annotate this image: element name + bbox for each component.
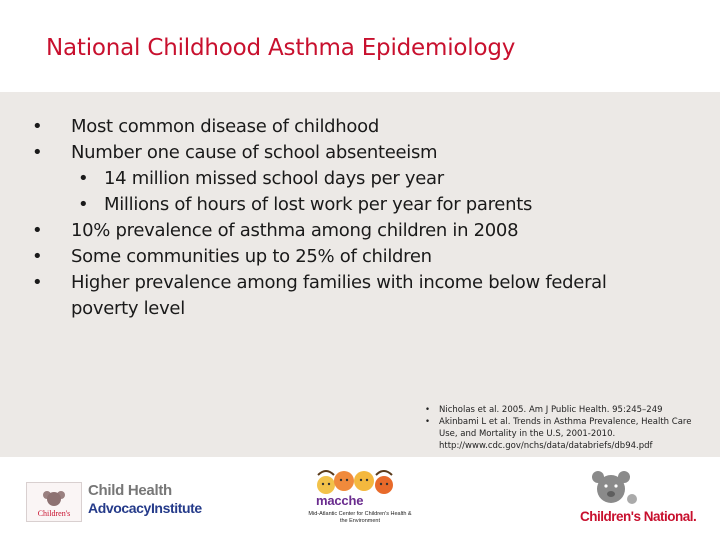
bullet-marker: • (78, 194, 89, 215)
bullet-list (0, 114, 720, 322)
children-faces-icon (298, 465, 418, 495)
macche-wordmark: macche (316, 493, 364, 508)
bullet-item (0, 140, 720, 166)
childrens-national-logo (578, 469, 718, 529)
bullet-item (0, 270, 720, 322)
childrens-badge-text: Children's (37, 509, 71, 518)
reference-text: Akinbami L et al. Trends in Asthma Prevalence, Health Care Use, and Mortality in the U.S, 2001-2010. http://www.cdc.gov/nchs/data/databriefs/db94.pdf (439, 417, 692, 451)
bullet-marker: • (32, 142, 43, 163)
teddy-bear-icon (27, 483, 81, 521)
bullet-text: Most common disease of childhood (71, 116, 379, 137)
bullet-marker: • (32, 246, 43, 267)
bullet-item (0, 218, 720, 244)
reference-item (425, 416, 710, 452)
bullet-marker: • (32, 220, 43, 241)
bullet-marker: • (78, 168, 89, 189)
childrens-national-wordmark: Children's National. (580, 509, 697, 524)
sub-bullet-item (0, 192, 720, 218)
bullet-text: Number one cause of school absenteeism (71, 142, 438, 163)
slide-title: National Childhood Asthma Epidemiology (46, 35, 516, 61)
bullet-marker: • (425, 417, 431, 427)
logo-text-child-health: Child Health (88, 482, 172, 499)
reference-text: Nicholas et al. 2005. Am J Public Health. 95:245–249 (439, 405, 663, 415)
bullet-text: 10% prevalence of asthma among children in 2008 (71, 220, 519, 241)
bullet-text: Millions of hours of lost work per year for parents (104, 194, 533, 215)
bear-icon (584, 469, 644, 509)
reference-list (425, 404, 710, 452)
childrens-badge (26, 482, 82, 522)
slide-content (0, 92, 720, 457)
sub-bullet-item (0, 166, 720, 192)
reference-item (425, 404, 710, 416)
macche-logo (298, 465, 418, 537)
logo-text-advocacy-institute: AdvocacyInstitute (88, 500, 202, 516)
bullet-marker: • (32, 272, 43, 293)
child-health-advocacy-institute-logo (26, 482, 206, 522)
slide-footer (0, 457, 720, 540)
bullet-marker: • (32, 116, 43, 137)
macche-subtitle: Mid-Atlantic Center for Children's Health & the Environment (308, 511, 412, 524)
bullet-text: Higher prevalence among families with income below federal poverty level (71, 272, 607, 319)
slide-header (0, 0, 720, 92)
bullet-text: 14 million missed school days per year (104, 168, 444, 189)
bullet-item (0, 244, 720, 270)
bullet-text: Some communities up to 25% of children (71, 246, 432, 267)
bullet-item (0, 114, 720, 140)
bullet-marker: • (425, 405, 431, 415)
